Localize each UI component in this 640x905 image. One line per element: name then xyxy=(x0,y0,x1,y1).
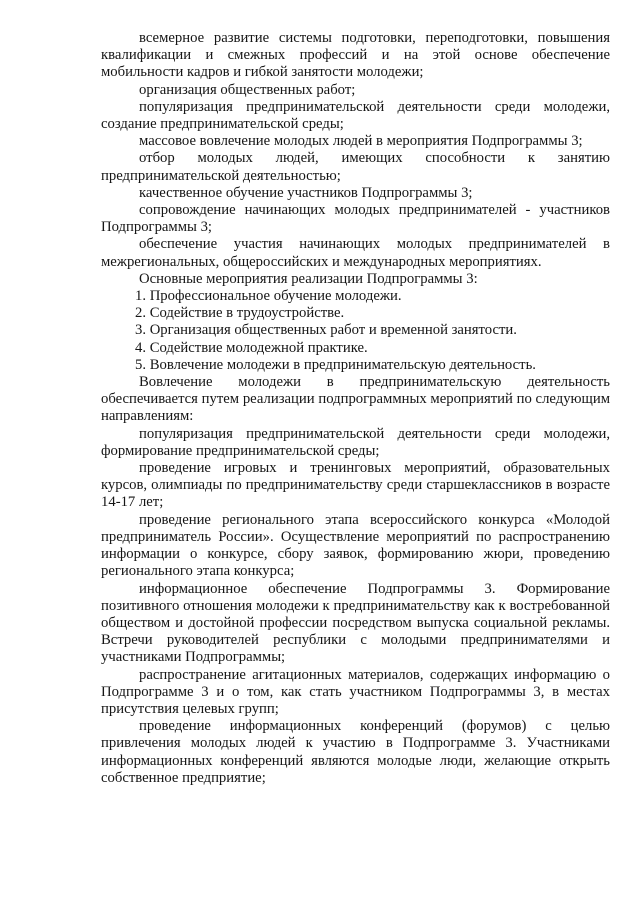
direction-item-information-support: информационное обеспечение Подпрограммы 3. Формирование позитивного отношения молодежи к предпринимательству как к востребованной обществом и достойной профессии посредством выпуска социальной рекламы. Встречи руководителей республики с молодыми предпринимателями и участниками Подпрограммы; xyxy=(101,580,610,666)
direction-item-popularization: популяризация предпринимательской деятельности среди молодежи, формирование предпринимательской среды; xyxy=(101,425,610,459)
paragraph-selection: отбор молодых людей, имеющих способности к занятию предпринимательской деятельностью; xyxy=(101,150,610,184)
paragraph-quality-training: качественное обучение участников Подпрограммы 3; xyxy=(139,184,473,201)
paragraph-mass-involvement: массовое вовлечение молодых людей в мероприятия Подпрограммы 3; xyxy=(139,133,583,150)
measure-item-3: 3. Организация общественных работ и временной занятости. xyxy=(135,322,517,339)
paragraph-directions-intro: Вовлечение молодежи в предпринимательскую деятельность обеспечивается путем реализации подпрограммных мероприятий по следующим направлениям: xyxy=(101,374,610,425)
direction-item-conferences: проведение информационных конференций (форумов) с целью привлечения молодых людей к участию в Подпрограмме 3. Участниками информационных конференций являются молодые люди, желающие открыть собственное предприятие; xyxy=(101,718,610,786)
paragraph-main-measures-heading: Основные мероприятия реализации Подпрограммы 3: xyxy=(139,270,478,287)
paragraph-training-system: всемерное развитие системы подготовки, переподготовки, повышения квалификации и смежных профессий и на этой основе обеспечение мобильности кадров и гибкой занятости молодежи; xyxy=(101,30,610,81)
paragraph-participation: обеспечение участия начинающих молодых предпринимателей в межрегиональных, общероссийских и международных мероприятиях. xyxy=(101,236,610,270)
measure-item-5: 5. Вовлечение молодежи в предпринимательскую деятельность. xyxy=(135,356,536,373)
measure-item-4: 4. Содействие молодежной практике. xyxy=(135,339,368,356)
direction-item-regional-contest: проведение регионального этапа всероссийского конкурса «Молодой предприниматель России». Осуществление мероприятий по распространению информации о конкурсе, сбору заявок, формированию жюри, проведению регионального этапа конкурса; xyxy=(101,511,610,580)
direction-item-materials-distribution: распространение агитационных материалов, содержащих информацию о Подпрограмме 3 и о том, как стать участником Подпрограммы 3, в местах присутствия целевых групп; xyxy=(101,666,610,717)
paragraph-public-works: организация общественных работ; xyxy=(139,81,356,98)
measure-item-1: 1. Профессиональное обучение молодежи. xyxy=(135,288,402,305)
paragraph-popularization: популяризация предпринимательской деятельности среди молодежи, создание предпринимательской среды; xyxy=(101,98,610,133)
paragraph-support: сопровождение начинающих молодых предпринимателей - участников Подпрограммы 3; xyxy=(101,202,610,236)
direction-item-games-trainings: проведение игровых и тренинговых мероприятий, образовательных курсов, олимпиады по предпринимательству среди старшеклассников в возрасте 14-17 лет; xyxy=(101,460,610,511)
document-body xyxy=(101,30,610,787)
measure-item-2: 2. Содействие в трудоустройстве. xyxy=(135,305,345,322)
